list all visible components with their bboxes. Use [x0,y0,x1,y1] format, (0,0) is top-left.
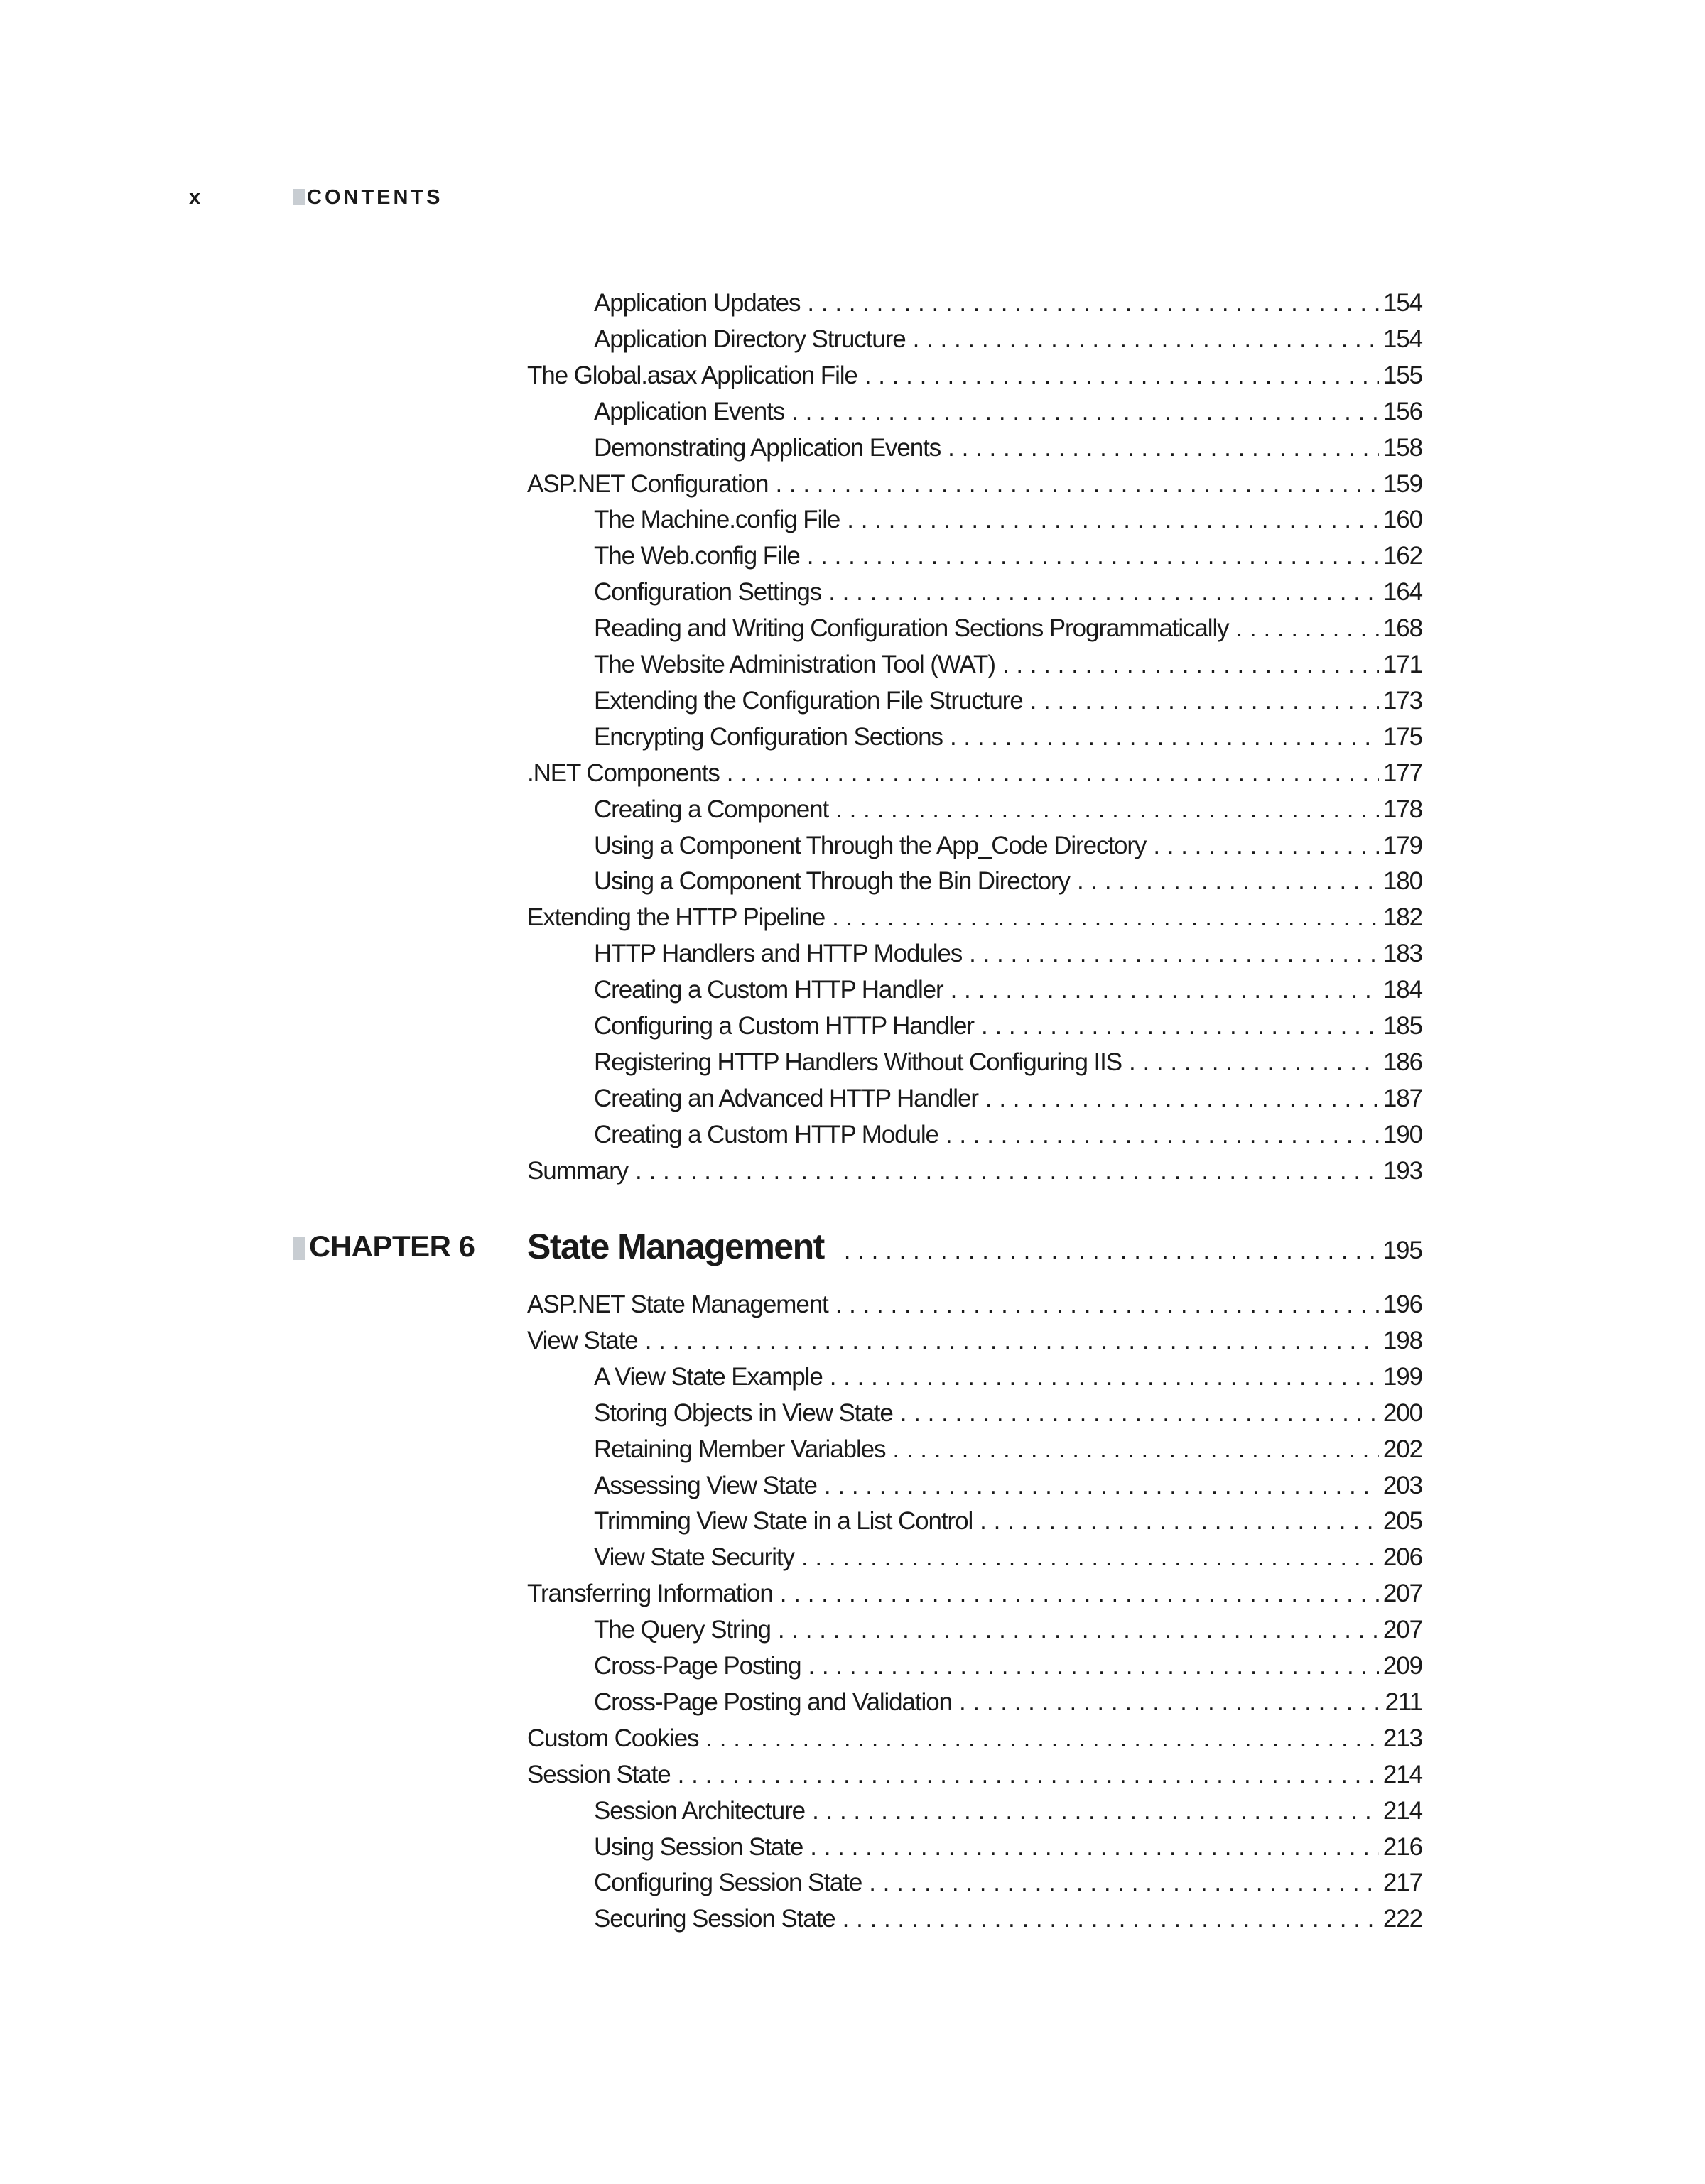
chapter-title: State Management [527,1227,824,1266]
toc-entry [527,467,1422,502]
toc-entry-page: 200 [1382,1398,1422,1427]
dot-leader [773,1576,1379,1612]
toc-row[interactable] [0,1468,1705,1504]
toc-row[interactable] [0,1685,1705,1720]
toc-entry [594,1359,1422,1395]
toc-row[interactable] [0,792,1705,827]
dot-leader [817,1468,1379,1504]
toc-row[interactable] [0,1045,1705,1080]
toc-entry-page: 199 [1382,1362,1422,1391]
toc-entry [594,1009,1422,1044]
chapter-page: 195 [1382,1237,1422,1264]
toc-entry [527,1576,1422,1612]
toc-entry-page: 184 [1382,976,1422,1004]
toc-entry [594,683,1422,719]
toc-entry-title: Session State [527,1760,671,1788]
toc-entry [527,1721,1422,1756]
toc-entry-title: Summary [527,1156,629,1185]
toc-entry-page: 179 [1382,831,1422,859]
toc-entry [527,1287,1422,1322]
toc-entry-title: Configuration Settings [594,578,822,607]
toc-entry-title: The Machine.config File [594,506,840,534]
toc-entry [594,1901,1422,1937]
toc-entry-page: 173 [1382,686,1422,715]
dot-leader [825,900,1379,935]
toc-entry-title: ASP.NET Configuration [527,469,769,498]
toc-row[interactable] [0,1576,1705,1612]
toc-row[interactable] [0,1901,1705,1937]
toc-entry-page: 154 [1382,289,1422,317]
dot-leader [885,1432,1378,1467]
dot-leader [995,647,1379,683]
toc-row[interactable] [0,1504,1705,1539]
dot-leader [771,1612,1379,1648]
dot-leader [943,719,1379,755]
toc-entry [594,1793,1422,1829]
toc-row[interactable] [0,358,1705,393]
toc-row[interactable] [0,430,1705,466]
toc-entry-page: 214 [1382,1760,1422,1788]
dot-leader [803,1830,1379,1865]
toc-entry-page: 171 [1382,651,1422,678]
dot-leader [1070,864,1379,899]
toc-entry-title: A View State Example [594,1362,823,1391]
toc-entry-page: 187 [1382,1084,1422,1112]
toc-entry [594,1117,1422,1153]
toc-row[interactable] [0,1793,1705,1829]
toc-entry-title: Assessing View State [594,1471,817,1499]
toc-entry-title: Extending the Configuration File Structure [594,686,1023,715]
toc-entry [594,936,1422,972]
toc-entry [594,1081,1422,1117]
toc-entry-page: 155 [1382,361,1422,389]
toc-entry [594,647,1422,683]
dot-leader [823,1359,1379,1395]
toc-row[interactable] [0,1865,1705,1901]
toc-entry-page: 207 [1382,1616,1422,1644]
dot-leader [835,1901,1379,1937]
toc-entry [594,972,1422,1008]
toc-entry [594,322,1422,357]
dot-leader [1023,683,1379,719]
dot-leader [941,430,1379,466]
toc-entry-page: 205 [1382,1507,1422,1536]
toc-entry-page: 217 [1382,1869,1422,1897]
toc-entry-page: 160 [1382,506,1422,534]
dot-leader [720,756,1379,791]
toc-entry-title: .NET Components [527,759,720,787]
toc-row[interactable] [0,286,1705,321]
dot-leader [805,1793,1379,1829]
toc-entry [594,1396,1422,1431]
toc-row[interactable] [0,1359,1705,1395]
toc-entry-page: 216 [1382,1832,1422,1861]
toc-entry-title: Transferring Information [527,1580,773,1608]
dot-leader [638,1323,1379,1359]
toc-row[interactable] [0,611,1705,646]
dot-leader [893,1396,1379,1431]
toc-entry-page: 211 [1385,1688,1422,1716]
toc-entry-title: View State [527,1326,638,1354]
toc-entry-page: 222 [1382,1905,1422,1933]
dot-leader [840,502,1379,538]
dot-leader [952,1685,1381,1720]
toc-entry-title: HTTP Handlers and HTTP Modules [594,940,963,968]
toc-entry-page: 180 [1382,867,1422,896]
toc-entry-title: Configuring a Custom HTTP Handler [594,1012,974,1040]
toc-entry-title: Session Architecture [594,1796,806,1825]
toc-entry-page: 185 [1382,1012,1422,1040]
toc-row[interactable] [0,719,1705,755]
toc-entry-title: Application Events [594,397,785,425]
toc-entry-page: 209 [1382,1652,1422,1680]
toc-entry-title: Creating an Advanced HTTP Handler [594,1084,978,1112]
toc-entry [594,1612,1422,1648]
toc-entry-page: 198 [1382,1326,1422,1354]
dot-leader [978,1081,1379,1117]
toc-entry-page: 162 [1382,542,1422,570]
dot-leader [973,1504,1379,1539]
toc-row[interactable] [0,1081,1705,1117]
toc-entry [594,792,1422,827]
toc-entry-title: Trimming View State in a List Control [594,1507,973,1536]
toc-entry-page: 178 [1382,795,1422,823]
toc-entry-page: 159 [1382,469,1422,498]
toc-entry [594,1830,1422,1865]
dot-leader [938,1117,1379,1153]
toc-entry-title: The Website Administration Tool (WAT) [594,651,995,678]
toc-entry-title: Creating a Component [594,795,829,823]
toc-row[interactable] [0,1432,1705,1467]
dot-leader [800,538,1379,574]
dot-leader [1122,1045,1379,1080]
toc-entry-page: 206 [1382,1543,1422,1572]
toc-row[interactable] [0,1117,1705,1153]
toc-entry [594,1468,1422,1504]
toc-entry-title: Custom Cookies [527,1724,699,1752]
toc-entry-title: The Query String [594,1616,771,1644]
toc-entry [594,394,1422,430]
toc-entry-page: 207 [1382,1580,1422,1608]
toc-row[interactable] [0,683,1705,719]
toc-row[interactable] [0,864,1705,899]
toc-entry-title: Application Updates [594,289,801,317]
toc-entry-page: 186 [1382,1048,1422,1076]
section-label: CONTENTS [307,186,443,209]
toc-entry-title: Extending the HTTP Pipeline [527,903,826,932]
toc-entry [527,756,1422,791]
toc-entry [594,502,1422,538]
toc-entry [594,538,1422,574]
toc-row[interactable] [0,828,1705,864]
toc-entry-page: 202 [1382,1435,1422,1463]
dot-leader [906,322,1379,357]
toc-row[interactable] [0,756,1705,791]
toc-entry-title: Creating a Custom HTTP Module [594,1120,938,1148]
toc-row[interactable] [0,322,1705,357]
toc-entry-page: 175 [1382,722,1422,751]
toc-entry-title: Demonstrating Application Events [594,433,941,462]
dot-leader [801,1648,1378,1684]
chapter-heading[interactable] [0,1222,1705,1271]
toc-entry [527,1153,1422,1189]
dot-leader [698,1721,1379,1756]
dot-leader [1229,611,1379,646]
toc-row[interactable] [0,1287,1705,1322]
dot-leader [828,1287,1379,1322]
toc-entry [527,358,1422,393]
dot-leader [800,286,1378,321]
dot-leader [828,792,1379,827]
toc-entry-title: Creating a Custom HTTP Handler [594,976,943,1004]
toc-entry [594,1648,1422,1684]
toc-row[interactable] [0,538,1705,574]
toc-entry-page: 177 [1382,759,1422,787]
dot-leader [1146,828,1379,864]
page-number: x [189,186,201,209]
toc-row[interactable] [0,1830,1705,1865]
dot-leader [821,575,1379,610]
toc-row[interactable] [0,502,1705,538]
toc-row[interactable] [0,394,1705,430]
toc-entry-title: Securing Session State [594,1905,835,1933]
toc-entry [594,286,1422,321]
toc-entry-title: The Web.config File [594,542,800,570]
toc-row[interactable] [0,900,1705,935]
toc-entry-page: 193 [1382,1156,1422,1185]
toc-entry-title: Using Session State [594,1832,803,1861]
toc-entry-title: Registering HTTP Handlers Without Configuring IIS [594,1048,1122,1076]
toc-entry [527,1323,1422,1359]
toc-entry-title: Configuring Session State [594,1869,862,1897]
toc-entry-title: Encrypting Configuration Sections [594,722,943,751]
toc-entry [594,1685,1422,1720]
toc-entry-page: 213 [1382,1724,1422,1752]
toc-entry [594,864,1422,899]
toc-row[interactable] [0,1540,1705,1575]
chapter-entry [527,1222,1422,1276]
toc-entry [594,719,1422,755]
toc-entry [594,1540,1422,1575]
toc-entry [594,575,1422,610]
toc-row[interactable] [0,1396,1705,1431]
toc-entry [594,1045,1422,1080]
toc-entry-page: 168 [1382,614,1422,643]
toc-entry-page: 156 [1382,397,1422,425]
dot-leader [628,1153,1379,1189]
toc-row[interactable] [0,1612,1705,1648]
dot-leader [857,358,1379,393]
toc-entry-page: 154 [1382,325,1422,353]
toc-entry-page: 164 [1382,578,1422,607]
toc-entry-title: Application Directory Structure [594,325,906,353]
toc-entry-title: Retaining Member Variables [594,1435,886,1463]
toc-row[interactable] [0,1757,1705,1793]
toc-entry-page: 214 [1382,1796,1422,1825]
toc-row[interactable] [0,1721,1705,1756]
dot-leader [974,1009,1379,1044]
toc-entry-title: Storing Objects in View State [594,1398,893,1427]
chapter-label: CHAPTER 6 [309,1229,475,1263]
toc-row[interactable] [0,972,1705,1008]
toc-entry-page: 190 [1382,1120,1422,1148]
dot-leader [784,394,1379,430]
dot-leader [962,936,1379,972]
toc-entry-title: The Global.asax Application File [527,361,857,389]
toc-row[interactable] [0,1153,1705,1189]
toc-entry [594,1865,1422,1901]
dot-leader [862,1865,1379,1901]
toc-entry-title: Using a Component Through the Bin Directory [594,867,1070,896]
toc-entry [594,828,1422,864]
toc-entry-title: View State Security [594,1543,794,1572]
toc-entry [594,1432,1422,1467]
toc-entry [527,900,1422,935]
toc-row[interactable] [0,1648,1705,1684]
toc-entry-title: Cross-Page Posting and Validation [594,1688,952,1716]
toc-entry [594,1504,1422,1539]
toc-entry [527,1757,1422,1793]
toc-row[interactable] [0,1009,1705,1044]
dot-leader [768,467,1378,502]
toc-entry-title: Reading and Writing Configuration Sections Programmatically [594,614,1229,643]
dot-leader [943,972,1379,1008]
toc-entry-title: Using a Component Through the App_Code Directory [594,831,1147,859]
toc-entry-page: 203 [1382,1471,1422,1499]
toc-row[interactable] [0,936,1705,972]
toc-entry [594,611,1422,646]
toc-entry-page: 183 [1382,940,1422,968]
dot-leader [824,1226,1379,1276]
toc-entry-title: Cross-Page Posting [594,1652,801,1680]
toc-entry-title: ASP.NET State Management [527,1291,828,1318]
toc-entry-page: 182 [1382,903,1422,932]
toc-entry-page: 158 [1382,433,1422,462]
chapter-marker-icon [293,1237,305,1260]
dot-leader [794,1540,1379,1575]
toc-row[interactable] [0,1323,1705,1359]
toc-entry [594,430,1422,466]
toc-row[interactable] [0,467,1705,502]
toc-row[interactable] [0,647,1705,683]
toc-entry-page: 196 [1382,1291,1422,1318]
dot-leader [671,1757,1379,1793]
toc-row[interactable] [0,575,1705,610]
